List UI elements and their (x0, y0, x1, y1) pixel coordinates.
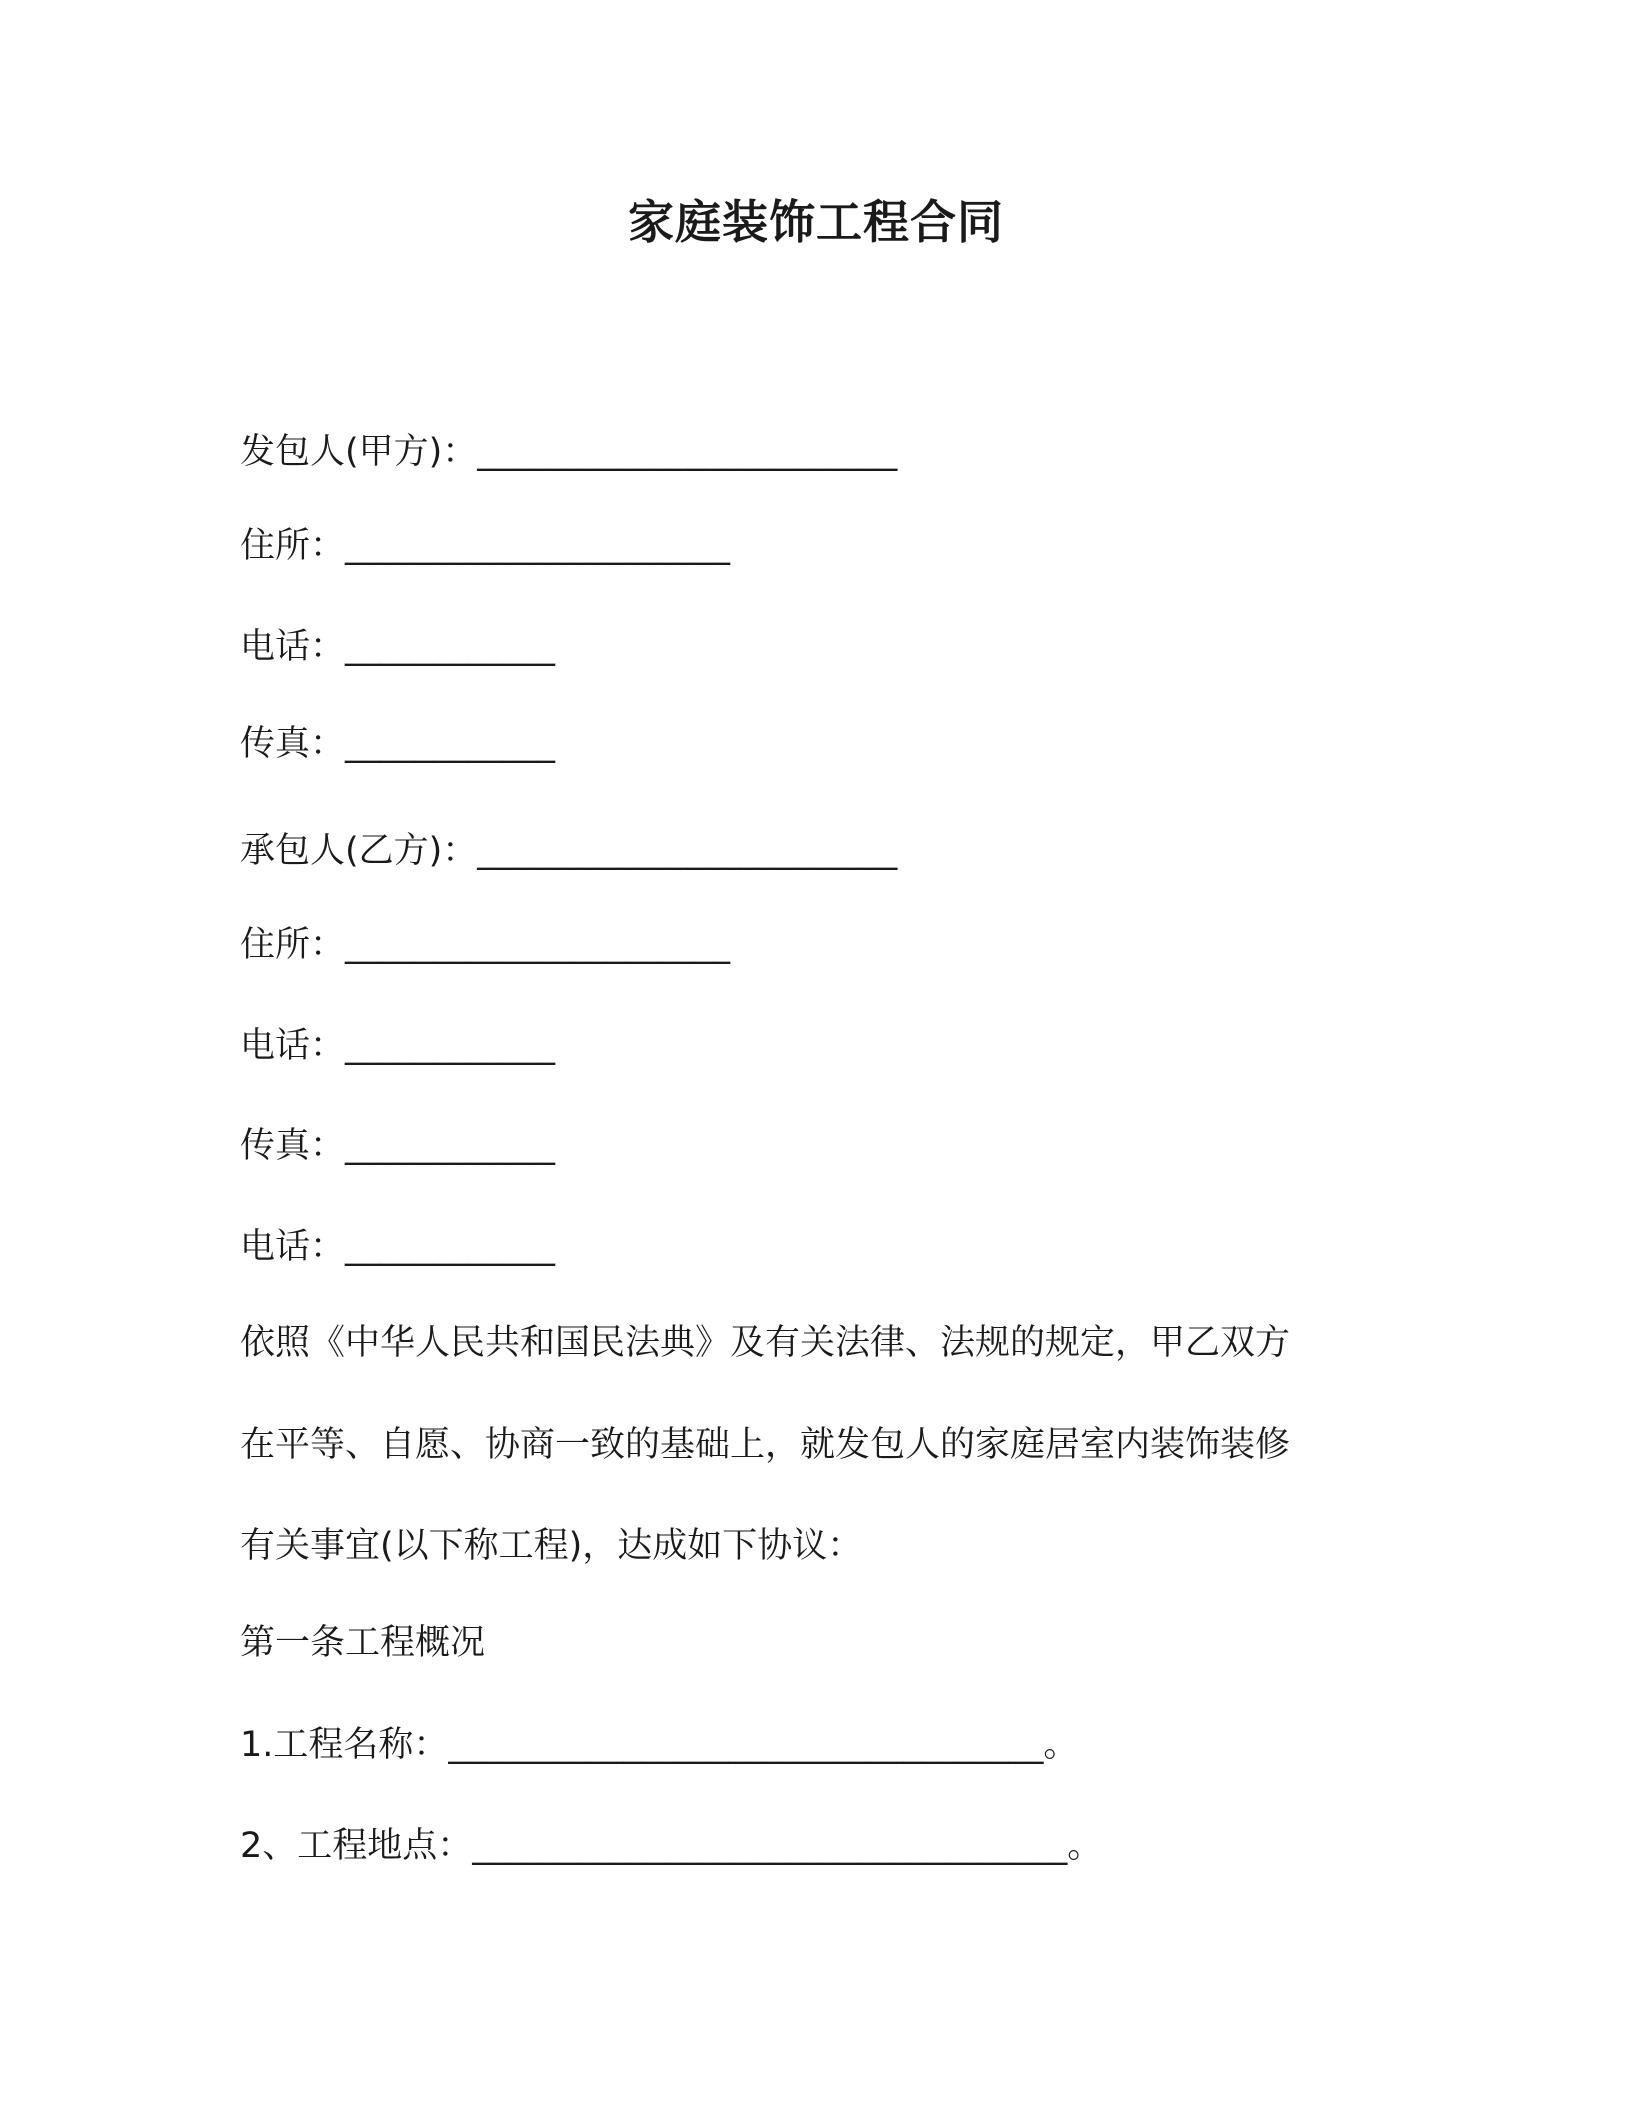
party-b-address-line: 住所：______________________ (240, 925, 731, 965)
preamble-line-1: 依照《中华人民共和国民法典》及有关法律、法规的规定，甲乙双方 (240, 1323, 1291, 1363)
preamble-line-3: 有关事宜(以下称工程)，达成如下协议： (240, 1526, 863, 1566)
project-name-line: 1.工程名称：__________________________________。 (240, 1725, 1079, 1765)
party-b-phone-line-2: 电话：____________ (240, 1227, 556, 1267)
project-location-line: 2、工程地点：__________________________________。 (240, 1826, 1103, 1866)
party-b-phone-line: 电话：____________ (240, 1026, 556, 1066)
preamble-line-2: 在平等、自愿、协商一致的基础上，就发包人的家庭居室内装饰装修 (240, 1425, 1291, 1465)
article-1-heading: 第一条工程概况 (240, 1623, 486, 1663)
document-title: 家庭装饰工程合同 (628, 195, 1004, 249)
party-a-phone-line: 电话：____________ (240, 627, 556, 667)
party-a-fax-line: 传真：____________ (240, 724, 556, 764)
party-a-address-line: 住所：______________________ (240, 526, 731, 566)
party-b-fax-line: 传真：____________ (240, 1126, 556, 1166)
party-b-name-line: 承包人(乙方)：________________________ (240, 831, 898, 871)
party-a-name-line: 发包人(甲方)：________________________ (240, 432, 898, 472)
